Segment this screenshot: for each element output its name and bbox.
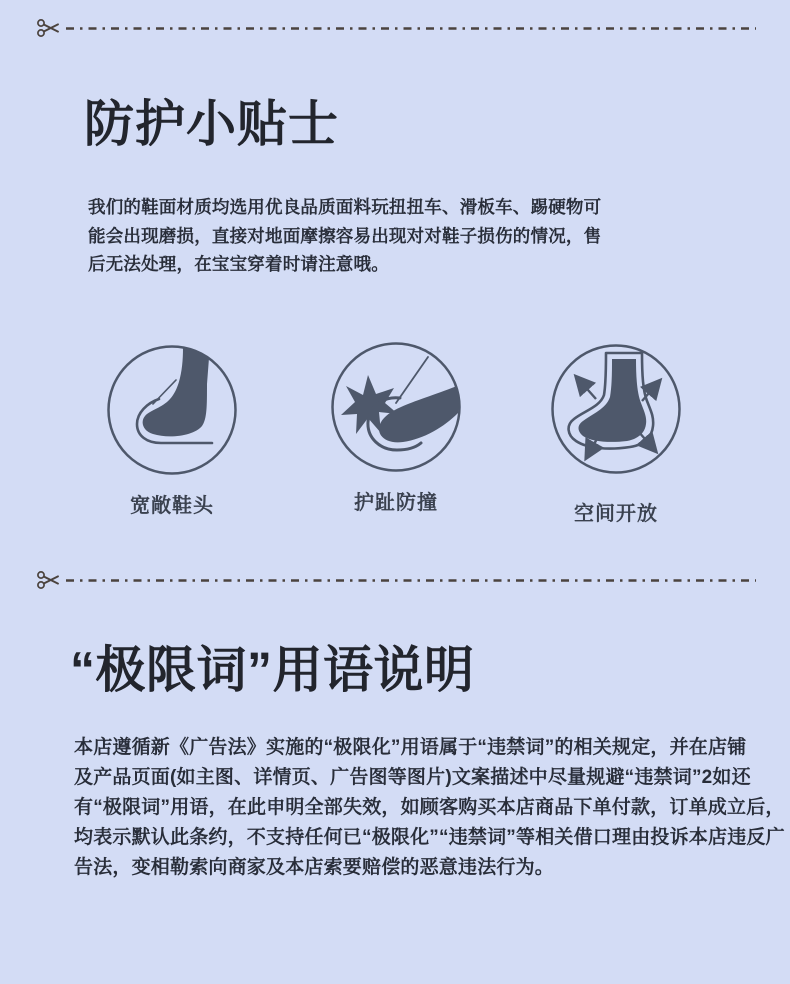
tips-title: 防护小贴士: [84, 96, 339, 152]
feature-label: 宽敞鞋头: [130, 495, 214, 517]
wide-toe-icon: [106, 344, 238, 476]
cut-divider-top: [36, 15, 757, 41]
toe-guard-icon: [330, 341, 462, 473]
text-line: 能会出现磨损，直接对地面摩擦容易出现对对鞋子损伤的情况，售: [88, 225, 602, 246]
text-line: 我们的鞋面材质均选用优良品质面料玩扭扭车、滑板车、踢硬物可: [88, 197, 602, 217]
feature-open-space: [550, 343, 682, 526]
feature-toe-guard: [330, 341, 462, 515]
scissors-icon: [36, 15, 62, 41]
text-line: 及产品页面(如主图、详情页、广告图等图片)文案描述中尽量规避“违禁词”2如还: [74, 767, 751, 788]
tips-paragraph: [88, 193, 601, 279]
text-line: 均表示默认此条约，不支持任何已“极限化”“违禁词”等相关借口理由投诉本店违反广: [74, 827, 785, 848]
dashed-line: [65, 26, 757, 31]
open-space-icon: [550, 343, 682, 475]
text-line: 告法，变相勒索向商家及本店索要赔偿的恶意违法行为。: [74, 857, 555, 878]
text-line: 有“极限词”用语，在此申明全部失效，如顾客购买本店商品下单付款，订单成立后，: [74, 797, 785, 818]
text-line: 本店遵循新《广告法》实施的“极限化”用语属于“违禁词”的相关规定，并在店铺: [74, 737, 747, 758]
feature-wide-toe: [106, 344, 238, 518]
feature-label: 空间开放: [574, 503, 658, 525]
dashed-line: [65, 578, 757, 583]
disclaimer-title: “极限词”用语说明: [70, 642, 475, 698]
feature-label: 护趾防撞: [354, 492, 438, 514]
disclaimer-paragraph: [74, 733, 785, 883]
scissors-icon: [36, 567, 62, 593]
cut-divider-bottom: [36, 567, 757, 593]
feature-row: [0, 344, 790, 544]
text-line: 后无法处理，在宝宝穿着时请注意哦。: [88, 254, 389, 274]
